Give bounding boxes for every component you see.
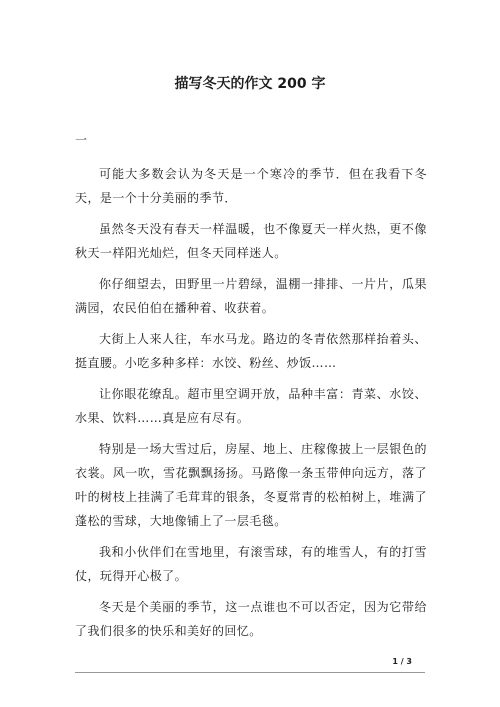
- paragraph-6: 特别是一场大雪过后，房屋、地上、庄稼像披上一层银色的衣裳。风一吹，雪花飘飘扬扬。马路像一条玉带伸向远方，落了叶的树枝上挂满了毛茸茸的银条，冬夏常青的松柏树上，堆满了蓬松的雪球，大地像铺上了一层毛毯。: [75, 441, 427, 529]
- footer-divider: [75, 672, 425, 673]
- paragraph-2: 虽然冬天没有春天一样温暖，也不像夏天一样火热，更不像秋天一样阳光灿烂，但冬天同样迷人。: [75, 221, 427, 261]
- paragraph-8: 冬天是个美丽的季节，这一点谁也不可以否定，因为它带给了我们很多的快乐和美好的回忆。: [75, 599, 427, 638]
- paragraph-3: 你仔细望去，田野里一片碧绿，温棚一排排、一片片，瓜果满园，农民伯伯在播种着、收获着。: [75, 276, 427, 316]
- paragraph-4: 大街上人来人往，车水马龙。路边的冬青依然那样抬着头、挺直腰。小吃多种多样：水饺、粉丝、炒饭……: [75, 331, 427, 370]
- document-title: 描写冬天的作文 200 字: [174, 76, 326, 92]
- document-body: [75, 162, 427, 650]
- paragraph-5: 让你眼花缭乱。超市里空调开放，品种丰富：青菜、水饺、水果、饮料……真是应有尽有。: [75, 386, 427, 425]
- paragraph-7: 我和小伙伴们在雪地里，有滚雪球，有的堆雪人，有的打雪仗，玩得开心极了。: [75, 544, 427, 584]
- paragraph-1: 可能大多数会认为冬天是一个寒冷的季节．但在我看下冬天，是一个十分美丽的季节．: [75, 167, 427, 206]
- section-mark: 一: [75, 133, 88, 147]
- page-number: 1 / 3: [392, 657, 412, 666]
